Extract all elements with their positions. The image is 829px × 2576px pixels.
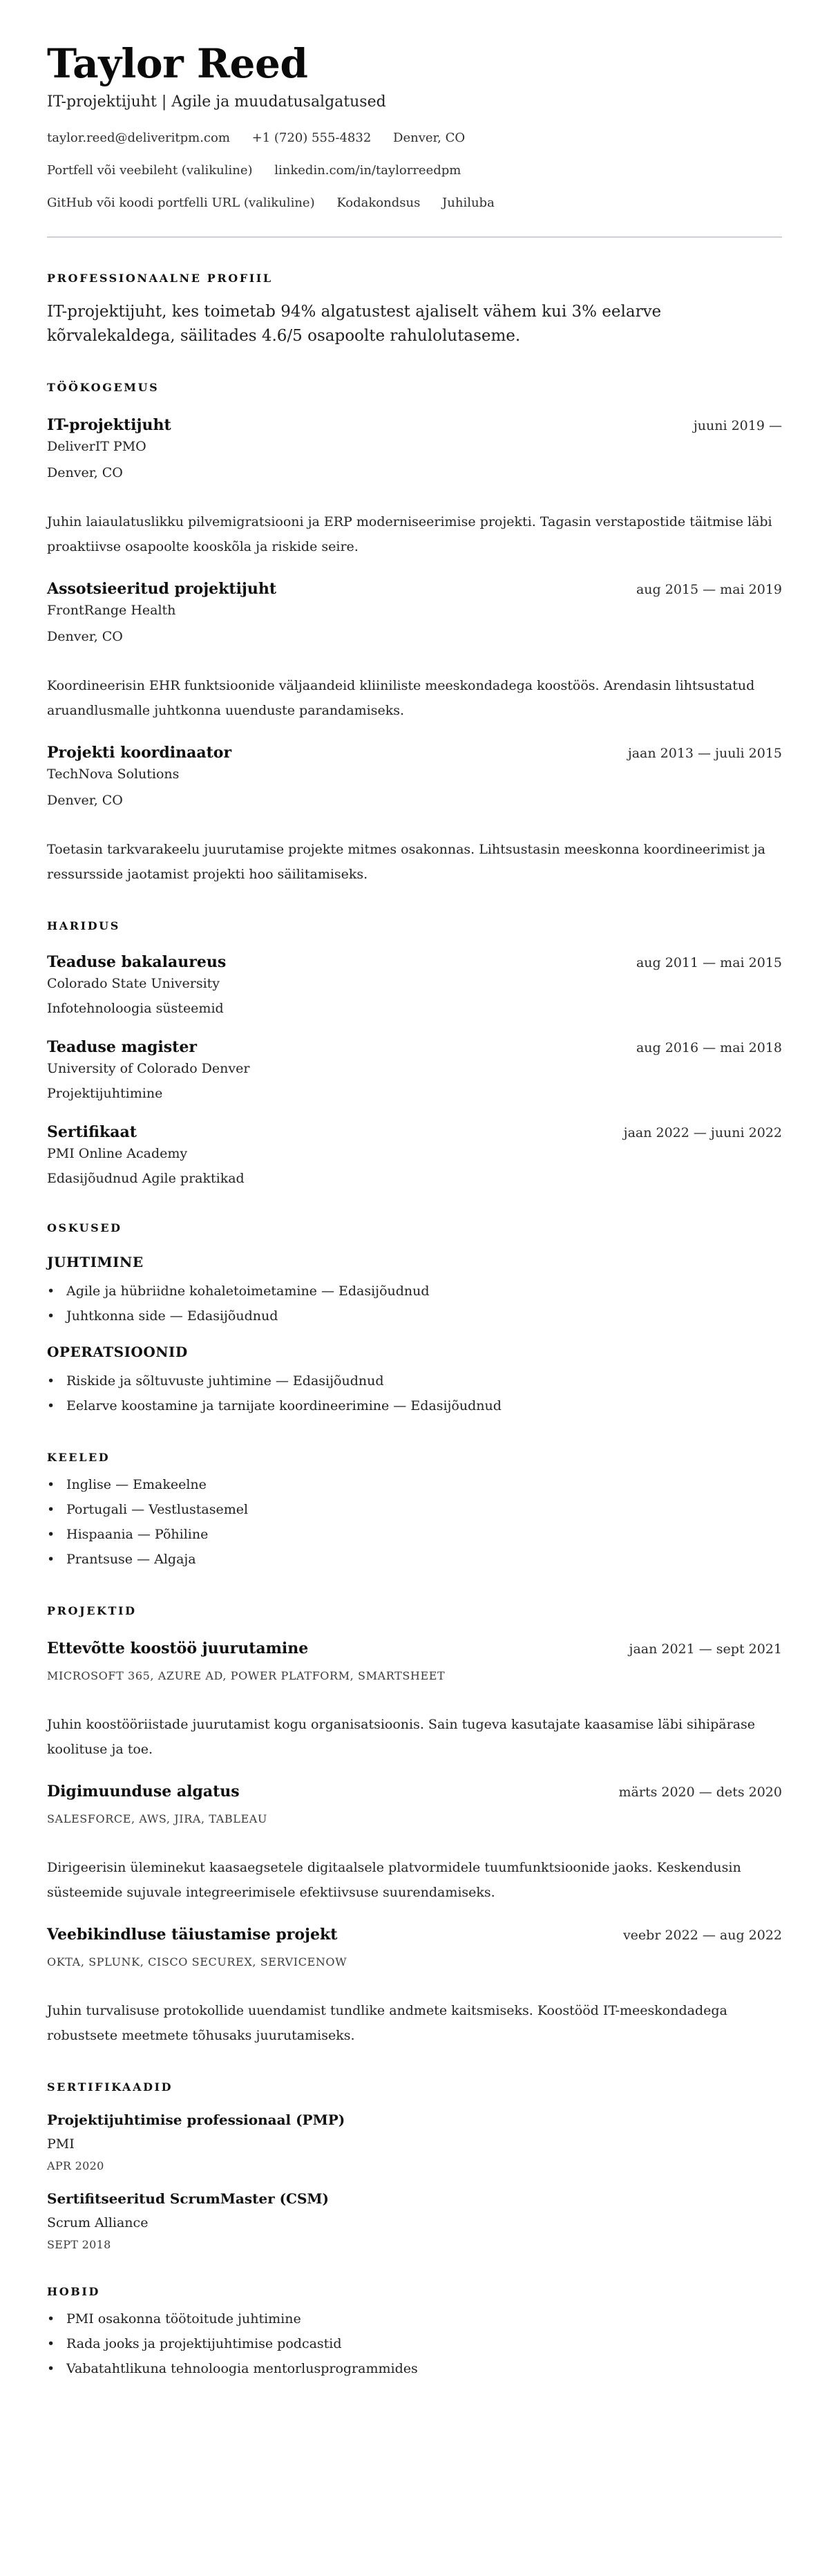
project-tech-stack: SALESFORCE, AWS, JIRA, TABLEAU xyxy=(47,1812,268,1825)
job-company: TechNova Solutions xyxy=(47,767,180,782)
hobby-list xyxy=(47,2306,782,2381)
header-divider xyxy=(47,236,782,238)
project-tech-stack: MICROSOFT 365, AZURE AD, POWER PLATFORM, SMARTSHEET xyxy=(47,1669,446,1682)
contact-row-primary xyxy=(47,130,782,147)
contact-phone[interactable]: +1 (720) 555-4832 xyxy=(251,131,372,145)
project-description: Juhin turvalisuse protokollide uuendamist tundlike andmete kaitsmiseks. Koostööd IT-meeskondadega robustsete meetmete tõhusaks juurutamiseks. xyxy=(47,2003,727,2043)
skill-item: • Juhtkonna side — Edasijõudnud xyxy=(47,1304,782,1328)
certification-date: APR 2020 xyxy=(47,2159,104,2172)
job-title: IT-projektijuht xyxy=(47,416,171,434)
skills-section xyxy=(47,1221,782,1418)
certifications-section xyxy=(47,2080,782,2253)
section-title: KEELED xyxy=(47,1451,111,1464)
job-company: FrontRange Health xyxy=(47,603,176,618)
field-of-study: Infotehnoloogia süsteemid xyxy=(47,1001,224,1016)
job-location: Denver, CO xyxy=(47,465,123,480)
experience-entry xyxy=(47,742,782,887)
contact-linkedin[interactable]: linkedin.com/in/taylorreedpm xyxy=(274,163,461,178)
education-dates: aug 2011 — mai 2015 xyxy=(636,955,782,970)
school-name: University of Colorado Denver xyxy=(47,1061,250,1076)
experience-entry xyxy=(47,415,782,559)
language-item: • Prantsuse — Algaja xyxy=(47,1547,782,1572)
languages-section xyxy=(47,1450,782,1572)
contact-location: Denver, CO xyxy=(393,131,466,145)
skill-group-title: JUHTIMINE xyxy=(47,1254,144,1270)
contact-row-extra xyxy=(47,195,782,211)
education-entry xyxy=(47,952,782,1019)
job-dates: aug 2015 — mai 2019 xyxy=(636,582,782,597)
project-dates: veebr 2022 — aug 2022 xyxy=(622,1928,782,1943)
degree-title: Teaduse bakalaureus xyxy=(47,953,227,971)
candidate-headline: IT-projektijuht | Agile ja muudatusalgatused xyxy=(47,93,386,111)
hobby-item: • Vabatahtlikuna tehnoloogia mentorlusprogrammides xyxy=(47,2356,782,2381)
degree-title: Sertifikaat xyxy=(47,1123,137,1141)
skill-group-title: OPERATSIOONID xyxy=(47,1344,188,1360)
certification-issuer: PMI xyxy=(47,2136,75,2152)
section-title: OSKUSED xyxy=(47,1221,122,1234)
education-dates: aug 2016 — mai 2018 xyxy=(636,1040,782,1055)
project-entry xyxy=(47,1924,782,2048)
certification-name: Sertifitseeritud ScrumMaster (CSM) xyxy=(47,2190,329,2207)
certification-date: SEPT 2018 xyxy=(47,2238,111,2251)
candidate-name: Taylor Reed xyxy=(47,40,308,87)
skill-list xyxy=(47,1279,782,1328)
section-title: PROFESSIONAALNE PROFIIL xyxy=(47,272,273,285)
experience-entry xyxy=(47,579,782,723)
job-location: Denver, CO xyxy=(47,629,123,644)
skill-item: • Agile ja hübriidne kohaletoimetamine — Edasijõudnud xyxy=(47,1279,782,1304)
project-name: Veebikindluse täiustamise projekt xyxy=(47,1926,338,1944)
education-entry xyxy=(47,1037,782,1104)
hobby-item: • PMI osakonna töötoitude juhtimine xyxy=(47,2306,782,2331)
certification-issuer: Scrum Alliance xyxy=(47,2215,149,2230)
certification-name: Projektijuhtimise professionaal (PMP) xyxy=(47,2112,345,2128)
job-dates: juuni 2019 — xyxy=(693,418,782,433)
school-name: Colorado State University xyxy=(47,976,220,991)
job-description: Koordineerisin EHR funktsioonide väljaandeid kliiniliste meeskondadega koostöös. Arendasin lihtsustatud aruandlusmalle juhtkonna uuenduste parandamiseks. xyxy=(47,678,755,718)
skill-item: • Eelarve koostamine ja tarnijate koordineerimine — Edasijõudnud xyxy=(47,1393,782,1418)
project-description: Juhin koostööriistade juurutamist kogu organisatsioonis. Sain tugeva kasutajate kaasamise läbi sihipärase koolituse ja toe. xyxy=(47,1717,756,1757)
school-name: PMI Online Academy xyxy=(47,1146,188,1161)
hobby-item: • Rada jooks ja projektijuhtimise podcastid xyxy=(47,2331,782,2356)
field-of-study: Edasijõudnud Agile praktikad xyxy=(47,1171,245,1186)
project-entry xyxy=(47,1638,782,1762)
field-of-study: Projektijuhtimine xyxy=(47,1086,163,1101)
certification-entry xyxy=(47,2110,782,2174)
projects-section xyxy=(47,1604,782,2048)
project-dates: jaan 2021 — sept 2021 xyxy=(629,1642,782,1657)
contact-row-links xyxy=(47,162,782,179)
experience-section xyxy=(47,380,782,887)
education-entry xyxy=(47,1122,782,1189)
language-item: • Hispaania — Põhiline xyxy=(47,1522,782,1547)
language-item: • Portugali — Vestlustasemel xyxy=(47,1497,782,1522)
skill-list xyxy=(47,1369,782,1418)
job-location: Denver, CO xyxy=(47,793,123,808)
contact-email[interactable]: taylor.reed@deliveritpm.com xyxy=(47,131,230,145)
contact-github[interactable]: GitHub või koodi portfelli URL (valikuline) xyxy=(47,196,315,210)
section-title: HARIDUS xyxy=(47,919,120,932)
education-section xyxy=(47,919,782,1189)
section-title: PROJEKTID xyxy=(47,1604,137,1617)
skill-item: • Riskide ja sõltuvuste juhtimine — Edasijõudnud xyxy=(47,1369,782,1393)
language-list xyxy=(47,1472,782,1572)
project-name: Ettevõtte koostöö juurutamine xyxy=(47,1639,309,1657)
section-title: TÖÖKOGEMUS xyxy=(47,381,160,394)
job-company: DeliverIT PMO xyxy=(47,439,146,454)
section-title: SERTIFIKAADID xyxy=(47,2080,173,2094)
project-entry xyxy=(47,1781,782,1905)
job-description: Juhin laiaulatuslikku pilvemigratsiooni ja ERP moderniseerimise projekti. Tagasin verstapostide täitmise läbi proaktiivse osapoolte kooskõla ja riskide seire. xyxy=(47,514,772,554)
hobbies-section xyxy=(47,2284,782,2381)
job-dates: jaan 2013 — juuli 2015 xyxy=(627,746,782,761)
degree-title: Teaduse magister xyxy=(47,1038,197,1056)
project-description: Dirigeerisin üleminekut kaasaegsetele digitaalsele platvormidele tuumfunktsioonide jaoks. Keskendusin süsteemide sujuvale integreerimisele efektiivsuse suurendamiseks. xyxy=(47,1860,741,1900)
job-title: Projekti koordinaator xyxy=(47,744,232,762)
project-name: Digimuunduse algatus xyxy=(47,1783,240,1801)
resume-header xyxy=(47,39,782,211)
job-title: Assotsieeritud projektijuht xyxy=(47,580,277,598)
education-dates: jaan 2022 — juuni 2022 xyxy=(623,1125,782,1140)
language-item: • Inglise — Emakeelne xyxy=(47,1472,782,1497)
job-description: Toetasin tarkvarakeelu juurutamise projekte mitmes osakonnas. Lihtsustasin meeskonna koordineerimist ja ressursside jaotamist projekti hoo säilitamiseks. xyxy=(47,842,765,882)
profile-section xyxy=(47,271,782,348)
contact-website[interactable]: Portfell või veebileht (valikuline) xyxy=(47,163,253,178)
project-dates: märts 2020 — dets 2020 xyxy=(618,1785,782,1800)
profile-summary: IT-projektijuht, kes toimetab 94% algatustest ajaliselt vähem kui 3% eelarve kõrvalekaldega, säilitades 4.6/5 osapoolte rahulolutaseme. xyxy=(47,303,662,345)
certification-entry xyxy=(47,2189,782,2253)
project-tech-stack: OKTA, SPLUNK, CISCO SECUREX, SERVICENOW xyxy=(47,1955,347,1968)
contact-drivers-license: Juhiluba xyxy=(442,196,495,210)
section-title: HOBID xyxy=(47,2285,100,2298)
contact-citizenship: Kodakondsus xyxy=(336,196,421,210)
